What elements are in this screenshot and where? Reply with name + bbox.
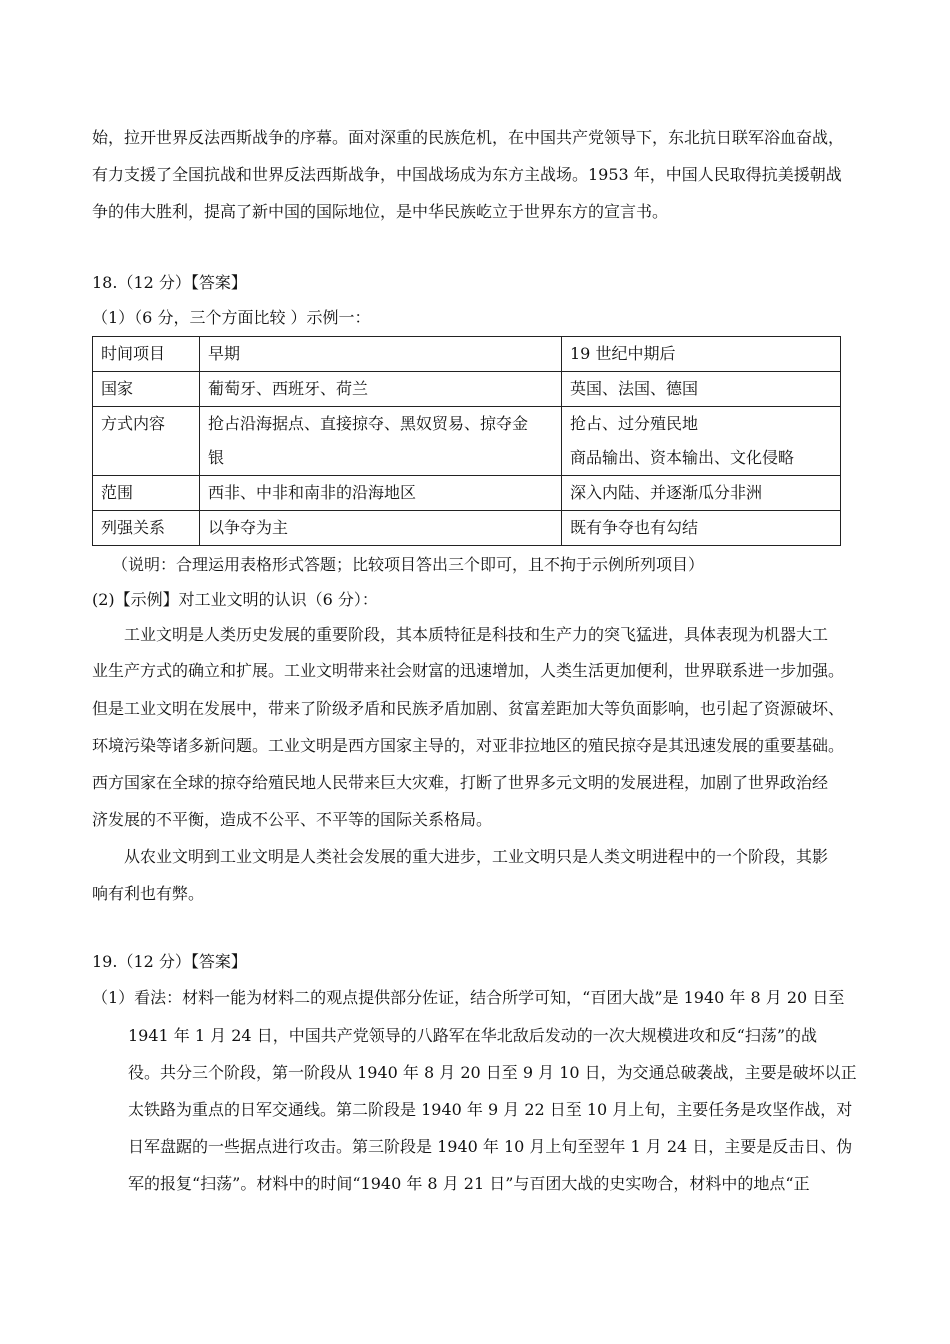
- para2-line: 响有利也有弊。: [92, 884, 205, 903]
- table-row-label: 列强关系: [93, 511, 200, 546]
- table-note: （说明：合理运用表格形式答题；比较项目答出三个即可，且不拘于示例所列项目）: [112, 555, 705, 574]
- table-cell-late: 深入内陆、并逐渐瓜分非洲: [562, 476, 841, 511]
- q18-part2-label: (2)【示例】对工业文明的认识（6 分）：: [92, 590, 378, 609]
- para1-line: 西方国家在全球的掠夺给殖民地人民带来巨大灾难，打断了世界多元文明的发展进程，加剧了世界政治经: [92, 773, 829, 792]
- para1-line: 环境污染等诸多新问题。工业文明是西方国家主导的，对亚非拉地区的殖民掠夺是其迅速发展的重要基础。: [92, 736, 845, 755]
- table-row: [93, 407, 841, 476]
- table-cell-early: 葡萄牙、西班牙、荷兰: [200, 372, 562, 407]
- para1-line: 济发展的不平衡，造成不公平、不平等的国际关系格局。: [92, 810, 493, 829]
- table-row-label: 国家: [93, 372, 200, 407]
- q19-line: 1941 年 1 月 24 日，中国共产党领导的八路军在华北敌后发动的一次大规模进攻和反“扫荡”的战: [128, 1026, 818, 1045]
- intro-line-3: 争的伟大胜利，提高了新中国的国际地位，是中华民族屹立于世界东方的宣言书。: [92, 202, 669, 221]
- para1-line: 业生产方式的确立和扩展。工业文明带来社会财富的迅速增加，人类生活更加便利，世界联系进一步加强。: [92, 661, 845, 680]
- q18-part1-label: （1）（6 分，三个方面比较 ）示例一：: [92, 308, 371, 327]
- para2-line: 从农业文明到工业文明是人类社会发展的重大进步，工业文明只是人类文明进程中的一个阶段，其影: [124, 847, 829, 866]
- table-cell-late: 既有争夺也有勾结: [562, 511, 841, 546]
- table-cell-early: 以争夺为主: [200, 511, 562, 546]
- table-row-label: 范围: [93, 476, 200, 511]
- q19-heading: 19.（12 分）【答案】: [92, 952, 247, 971]
- table-header-cell: 时间项目: [93, 337, 200, 372]
- table-header-cell: 19 世纪中期后: [562, 337, 841, 372]
- para1-line: 但是工业文明在发展中，带来了阶级矛盾和民族矛盾加剧、贫富差距加大等负面影响，也引起了资源破坏、: [92, 699, 845, 718]
- intro-line-1: 始，拉开世界反法西斯战争的序幕。面对深重的民族危机，在中国共产党领导下，东北抗日联军浴血奋战，: [92, 128, 845, 147]
- q19-line: 太铁路为重点的日军交通线。第二阶段是 1940 年 9 月 22 日至 10 月上旬，主要任务是攻坚作战，对: [128, 1100, 853, 1119]
- table-cell-late: 抢占、过分殖民地 商品输出、资本输出、文化侵略: [562, 407, 841, 476]
- intro-line-2: 有力支援了全国抗战和世界反法西斯战争，中国战场成为东方主战场。1953 年，中国人民取得抗美援朝战: [92, 165, 842, 184]
- table-cell-early: 抢占沿海据点、直接掠夺、黑奴贸易、掠夺金 银: [200, 407, 562, 476]
- table-cell-early: 西非、中非和南非的沿海地区: [200, 476, 562, 511]
- table-row: [93, 372, 841, 407]
- q19-line: 日军盘踞的一些据点进行攻击。第三阶段是 1940 年 10 月上旬至翌年 1 月 24 日，主要是反击日、伪: [128, 1137, 853, 1156]
- q19-line: 役。共分三个阶段，第一阶段从 1940 年 8 月 20 日至 9 月 10 日，为交通总破袭战，主要是破坏以正: [128, 1063, 857, 1082]
- table-header-row: [93, 337, 841, 372]
- comparison-table: [92, 336, 841, 546]
- table-row: [93, 511, 841, 546]
- table-row: [93, 476, 841, 511]
- q19-line: 军的报复“扫荡”。材料中的时间“1940 年 8 月 21 日”与百团大战的史实吻合，材料中的地点“正: [128, 1174, 810, 1193]
- table-header-cell: 早期: [200, 337, 562, 372]
- table-row-label: 方式内容: [93, 407, 200, 476]
- para1-line: 工业文明是人类历史发展的重要阶段，其本质特征是科技和生产力的突飞猛进，具体表现为机器大工: [124, 625, 829, 644]
- q19-line: （1）看法：材料一能为材料二的观点提供部分佐证，结合所学可知，“百团大战”是 1940 年 8 月 20 日至: [92, 988, 845, 1007]
- q18-heading: 18.（12 分）【答案】: [92, 273, 247, 292]
- table-cell-late: 英国、法国、德国: [562, 372, 841, 407]
